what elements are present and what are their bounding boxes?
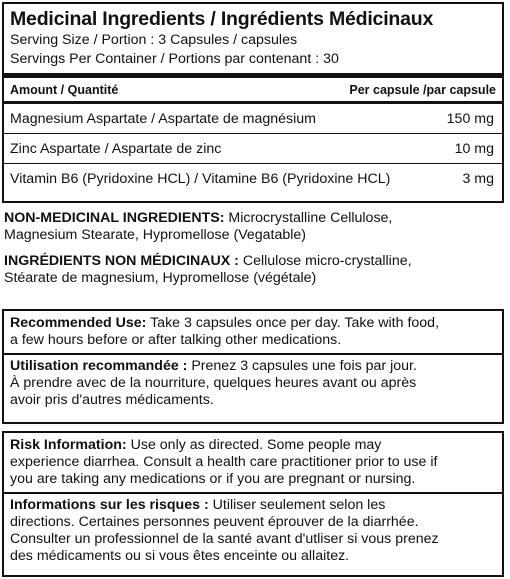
non-medicinal-label-fr: INGRÉDIENTS NON MÉDICINAUX : xyxy=(4,253,239,269)
recommended-use-text-fr-3: avoir pris d'autres médicaments. xyxy=(10,392,214,408)
non-medicinal-text-fr-2: Stéarate de magnesium, Hypromellose (végétale) xyxy=(4,270,317,286)
ingredient-amount: 3 mg xyxy=(462,170,494,187)
section-divider xyxy=(4,353,502,355)
column-amount-label: Amount / Quantité xyxy=(10,82,119,97)
ingredient-row xyxy=(4,134,502,163)
ingredient-amount: 150 mg xyxy=(446,110,494,127)
risk-text-en-2: experience diarrhea. Consult a health care practitioner prior to use if xyxy=(10,454,438,470)
medicinal-ingredients-panel xyxy=(2,2,504,203)
ingredient-row xyxy=(4,104,502,133)
risk-text-fr-4: des médicaments ou si vous êtes enceinte ou allaitez. xyxy=(10,548,350,564)
non-medicinal-ingredients-fr xyxy=(4,253,504,287)
recommended-use-label-en: Recommended Use: xyxy=(10,315,147,331)
column-per-capsule-label: Per capsule /par capsule xyxy=(349,82,496,97)
recommended-use-text-en-1: Take 3 capsules once per day. Take with food, xyxy=(146,315,440,331)
risk-text-fr-1: Utiliser seulement selon les xyxy=(208,497,386,513)
risk-label-en: Risk Information: xyxy=(10,437,127,453)
non-medicinal-text-en-2: Magnesium Stearate, Hypromellose (Vegatable) xyxy=(4,227,307,243)
non-medicinal-text-fr-1: Cellulose micro-crystalline, xyxy=(238,253,412,269)
ingredient-row xyxy=(4,164,502,193)
recommended-use-text-fr-2: À prendre avec de la nourriture, quelques heures avant ou après xyxy=(10,375,417,391)
recommended-use-label-fr: Utilisation recommandée : xyxy=(10,358,188,374)
ingredient-name: Zinc Aspartate / Aspartate de zinc xyxy=(10,140,222,157)
risk-text-fr-3: Consulter un professionnel de la santé avant d'utliser si vous prenez xyxy=(10,531,439,547)
recommended-use-text-fr-1: Prenez 3 capsules une fois par jour. xyxy=(187,358,417,374)
servings-per-container: Servings Per Container / Portions par contenant : 30 xyxy=(10,51,339,67)
risk-information-box xyxy=(2,431,504,577)
ingredient-name: Vitamin B6 (Pyridoxine HCL) / Vitamine B6 (Pyridoxine HCL) xyxy=(10,170,391,187)
non-medicinal-text-en-1: Microcrystalline Cellulose, xyxy=(224,210,393,226)
recommended-use-box xyxy=(2,309,504,424)
risk-text-fr-2: directions. Certaines personnes peuvent éprouver de la diarrhée. xyxy=(10,514,419,530)
section-divider xyxy=(4,492,502,494)
risk-text-en-1: Use only as directed. Some people may xyxy=(126,437,382,453)
non-medicinal-label-en: NON-MEDICINAL INGREDIENTS: xyxy=(4,210,225,226)
recommended-use-text-en-2: a few hours before or after talking other medications. xyxy=(10,332,342,348)
non-medicinal-ingredients-en xyxy=(4,210,504,244)
serving-size: Serving Size / Portion : 3 Capsules / capsules xyxy=(10,32,298,48)
ingredient-amount: 10 mg xyxy=(454,140,494,157)
panel-title: Medicinal Ingredients / Ingrédients Médicinaux xyxy=(10,8,434,30)
ingredient-name: Magnesium Aspartate / Aspartate de magnésium xyxy=(10,110,316,127)
column-header-row xyxy=(4,78,502,101)
risk-label-fr: Informations sur les risques : xyxy=(10,497,209,513)
risk-text-en-3: you are taking any medications or if you are pregnant or nursing. xyxy=(10,471,416,487)
